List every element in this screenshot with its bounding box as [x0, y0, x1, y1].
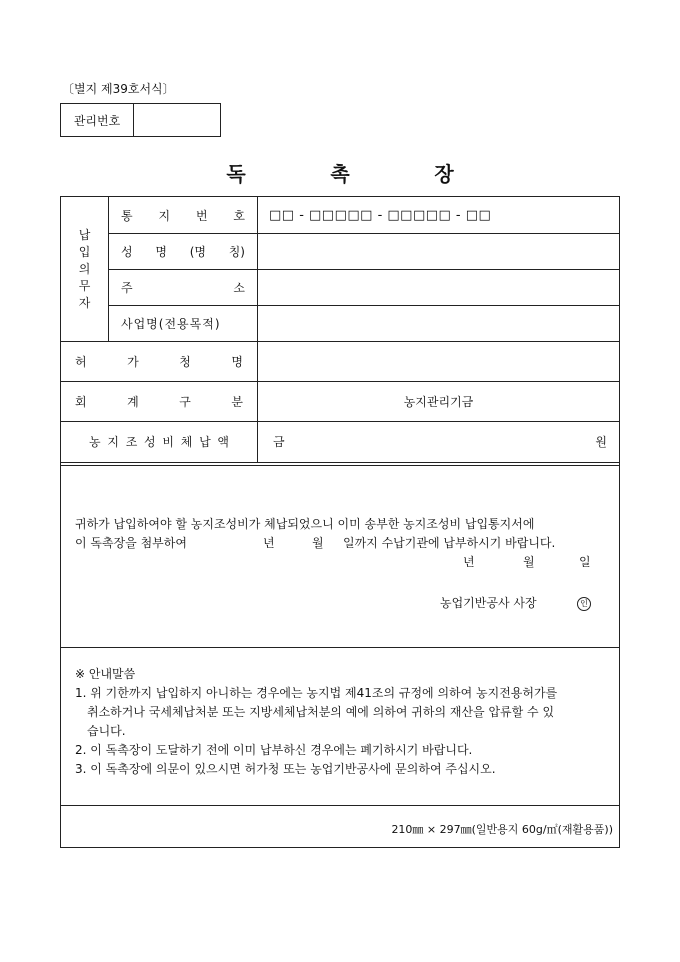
guidance-item-1: 1. 위 기한까지 납입하지 아니하는 경우에는 농지법 제41조의 규정에 의하여 농지전용허가를	[75, 686, 558, 700]
permit-authority-label	[75, 341, 243, 381]
label-char: 회	[75, 394, 87, 409]
label-char: 비	[162, 435, 174, 449]
address-label	[121, 269, 245, 305]
payer-section-label	[61, 197, 108, 341]
notice-line-1: 귀하가 납입하여야 할 농지조성비가 체납되었으니 이미 송부한 농지조성비 납입통지서에	[75, 517, 535, 531]
label-char: 계	[127, 394, 139, 409]
label-char: 소	[233, 280, 245, 295]
notice-text: 일까지 수납기관에 납부하시기 바랍니다.	[343, 536, 556, 550]
label-char: 칭)	[228, 244, 245, 259]
business-name-field[interactable]	[269, 305, 609, 341]
label-char: 분	[231, 394, 243, 409]
guidance-item-2: 2. 이 독촉장이 도달하기 전에 이미 납부하신 경우에는 폐기하시기 바랍니다.	[75, 743, 473, 757]
label-char: 납	[199, 435, 211, 449]
name-field[interactable]	[269, 233, 609, 269]
address-field[interactable]	[269, 269, 609, 305]
divider	[257, 197, 258, 463]
notice-text: 이 독촉장을 첨부하여	[75, 536, 187, 550]
label-char: 지	[158, 208, 171, 223]
label-char: 액	[217, 435, 229, 449]
title-char: 독	[226, 162, 246, 186]
document-title	[60, 158, 620, 187]
seal-icon: 인	[577, 597, 591, 611]
amount-suffix: 원	[595, 435, 607, 449]
label-char: 호	[233, 208, 245, 223]
guidance-heading: ※ 안내말씀	[75, 667, 136, 681]
account-category-label	[75, 381, 243, 421]
management-number-box	[60, 103, 221, 137]
label-char: 성	[121, 244, 133, 259]
issue-year-label: 년	[463, 555, 475, 569]
permit-authority-field[interactable]	[269, 341, 609, 381]
label-char: 가	[127, 354, 139, 369]
label-char: 구	[179, 394, 191, 409]
paper-spec: 210㎜ × 297㎜(일반용지 60g/㎡(재활용품))	[391, 823, 613, 836]
form-reference: 〔별지 제39호서식〕	[62, 82, 175, 96]
label-char: 조	[125, 435, 138, 449]
payer-label-char: 입	[78, 244, 91, 259]
notice-line-2	[75, 534, 605, 553]
label-char: 명	[155, 244, 167, 259]
guidance-section	[75, 665, 620, 779]
guidance-item-1-cont: 취소하거나 국세체납처분 또는 지방세체납처분의 예에 의하여 귀하의 재산을 압류할 수 있	[87, 705, 555, 719]
label-char: 명	[231, 354, 243, 369]
divider	[61, 805, 619, 806]
account-category-value: 농지관리기금	[403, 394, 474, 409]
issue-month-label: 월	[523, 555, 535, 569]
business-name-label: 사업명(전용목적)	[121, 316, 221, 331]
amount-prefix: 금	[273, 435, 285, 449]
label-char: 통	[121, 208, 133, 223]
label-char: 성	[144, 435, 156, 449]
notice-number-label	[121, 197, 245, 233]
label-char: 농	[89, 435, 101, 449]
title-char: 촉	[330, 162, 350, 186]
due-month-label: 월	[312, 536, 324, 550]
divider	[61, 465, 619, 466]
guidance-item-3: 3. 이 독촉장에 의문이 있으시면 허가청 또는 농업기반공사에 문의하여 주십시오.	[75, 762, 496, 776]
title-char: 장	[434, 162, 454, 186]
label-char: 청	[179, 354, 191, 369]
issuer-name: 농업기반공사 사장	[440, 596, 537, 610]
management-number-label: 관리번호	[61, 104, 134, 136]
payer-label-char: 의	[78, 261, 91, 276]
label-char: 허	[75, 354, 87, 369]
guidance-item-1-cont: 습니다.	[87, 724, 126, 738]
notice-number-field[interactable]: □□ - □□□□□ - □□□□□ - □□	[269, 207, 492, 223]
name-label	[121, 233, 245, 269]
payer-label-char: 무	[78, 278, 91, 293]
notice-body	[75, 515, 605, 613]
overdue-amount-label	[89, 421, 229, 462]
label-char: 지	[107, 435, 119, 449]
label-char: (명	[189, 244, 206, 259]
label-char: 번	[195, 208, 208, 223]
payer-label-char: 자	[78, 295, 91, 310]
payer-label-char: 납	[78, 227, 91, 242]
issue-day-label: 일	[579, 555, 591, 569]
notice-form-table	[60, 196, 620, 848]
issuer-line	[75, 594, 605, 613]
overdue-amount-field[interactable]	[273, 421, 607, 462]
divider	[61, 462, 619, 463]
due-year-label: 년	[263, 536, 275, 550]
issue-date-line	[75, 553, 605, 572]
label-char: 주	[121, 280, 133, 295]
label-char: 체	[180, 435, 193, 449]
management-number-field[interactable]	[134, 104, 220, 136]
divider	[61, 647, 619, 648]
